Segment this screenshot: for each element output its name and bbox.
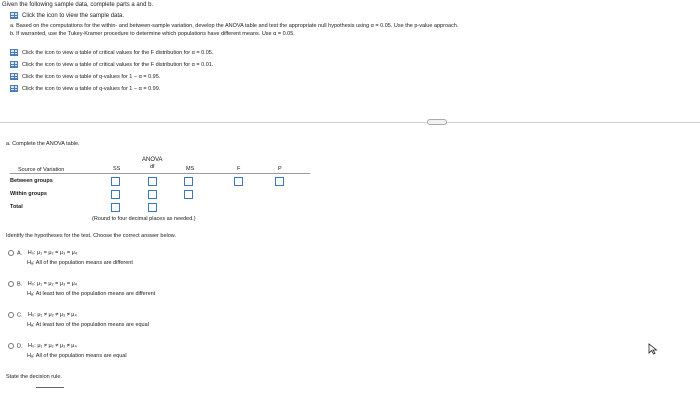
resource-label: Click the icon to view a table of q-values for 1 − α = 0.99. <box>22 85 161 92</box>
f-table-005-link[interactable] <box>10 49 213 56</box>
option-d[interactable] <box>8 343 77 349</box>
radio-option-c[interactable] <box>8 312 14 318</box>
option-letter: D. <box>17 343 23 350</box>
radio-option-a[interactable] <box>8 250 14 256</box>
mouse-cursor-icon <box>648 343 658 355</box>
option-h0: H₀: μ₁ = μ₂ = μ₃ = μ₄ <box>27 281 78 288</box>
part-b-instructions: b. If warranted, use the Tukey-Kramer procedure to determine which populations have different means. Use α = 0.05. <box>10 31 295 37</box>
view-sample-data-link[interactable] <box>10 12 124 19</box>
section-divider <box>0 122 700 123</box>
col-header-p: P <box>278 166 282 172</box>
f-table-001-link[interactable] <box>10 61 213 68</box>
option-a-ha: Hₐ: All of the population means are different <box>27 260 133 266</box>
table-icon[interactable] <box>10 12 18 19</box>
table-header-rule <box>10 173 310 174</box>
df-within-input[interactable] <box>148 190 157 199</box>
df-total-input[interactable] <box>148 203 157 212</box>
resource-label: Click the icon to view a table of critical values for the F distribution for α = 0.05. <box>22 49 214 56</box>
intro-text: Given the following sample data, complete parts a and b. <box>2 2 154 8</box>
option-h0: H₀: μ₁ ≠ μ₂ ≠ μ₃ ≠ μ₄ <box>28 312 77 319</box>
ss-total-input[interactable] <box>111 203 120 212</box>
ms-between-input[interactable] <box>184 177 193 186</box>
option-h0: H₀: μ₁ = μ₂ = μ₃ = μ₄ <box>27 250 78 257</box>
row-label-total: Total <box>10 204 23 210</box>
col-header-source: Source of Variation <box>18 167 65 173</box>
df-between-input[interactable] <box>148 177 157 186</box>
radio-option-b[interactable] <box>8 281 14 287</box>
expand-more-button[interactable] <box>427 119 447 125</box>
radio-option-d[interactable] <box>8 343 14 349</box>
resource-label: Click the icon to view a table of critical values for the F distribution for α = 0.01. <box>22 61 214 68</box>
option-c-ha: Hₐ: At least two of the population means are equal <box>27 322 149 328</box>
anova-title: ANOVA <box>142 157 163 163</box>
ss-between-input[interactable] <box>111 177 120 186</box>
table-icon[interactable] <box>10 73 18 80</box>
decision-rule-blank[interactable] <box>36 387 64 388</box>
table-icon[interactable] <box>10 61 18 68</box>
view-data-label: Click the icon to view the sample data. <box>22 13 125 20</box>
row-label-within: Within groups <box>10 191 47 197</box>
option-b[interactable] <box>8 281 77 287</box>
option-a[interactable] <box>8 250 77 256</box>
hypotheses-prompt: Identify the hypotheses for the test. Choose the correct answer below. <box>6 233 176 239</box>
option-b-ha: Hₐ: At least two of the population means are different <box>27 291 156 297</box>
f-stat-input[interactable] <box>234 177 243 186</box>
col-header-df: df <box>150 164 155 170</box>
option-h0: H₀: μ₁ ≠ μ₂ ≠ μ₃ ≠ μ₄ <box>28 343 77 350</box>
col-header-ms: MS <box>186 166 195 172</box>
option-letter: B. <box>17 281 23 288</box>
option-letter: A. <box>17 250 23 257</box>
ss-within-input[interactable] <box>111 190 120 199</box>
rounding-note: (Round to four decimal places as needed.) <box>92 216 196 222</box>
ms-within-input[interactable] <box>184 190 193 199</box>
option-letter: C. <box>17 312 23 319</box>
col-header-f: F <box>237 166 241 172</box>
table-icon[interactable] <box>10 85 18 92</box>
q-table-099-link[interactable] <box>10 85 160 92</box>
option-d-ha: Hₐ: All of the population means are equal <box>27 353 127 359</box>
q-table-095-link[interactable] <box>10 73 160 80</box>
p-value-input[interactable] <box>275 177 284 186</box>
col-header-ss: SS <box>113 166 121 172</box>
row-label-between: Between groups <box>10 178 53 184</box>
option-c[interactable] <box>8 312 77 318</box>
part-a-prompt: a. Complete the ANOVA table. <box>6 141 80 147</box>
table-icon[interactable] <box>10 49 18 56</box>
resource-label: Click the icon to view a table of q-values for 1 − α = 0.95. <box>22 73 161 80</box>
decision-rule-prompt: State the decision rule. <box>6 374 62 380</box>
part-a-instructions: a. Based on the computations for the within- and between-sample variation, develop the ANOVA table and test the appropriate null hypothesis using α = 0.05. Use the p-value approach. <box>10 23 459 29</box>
